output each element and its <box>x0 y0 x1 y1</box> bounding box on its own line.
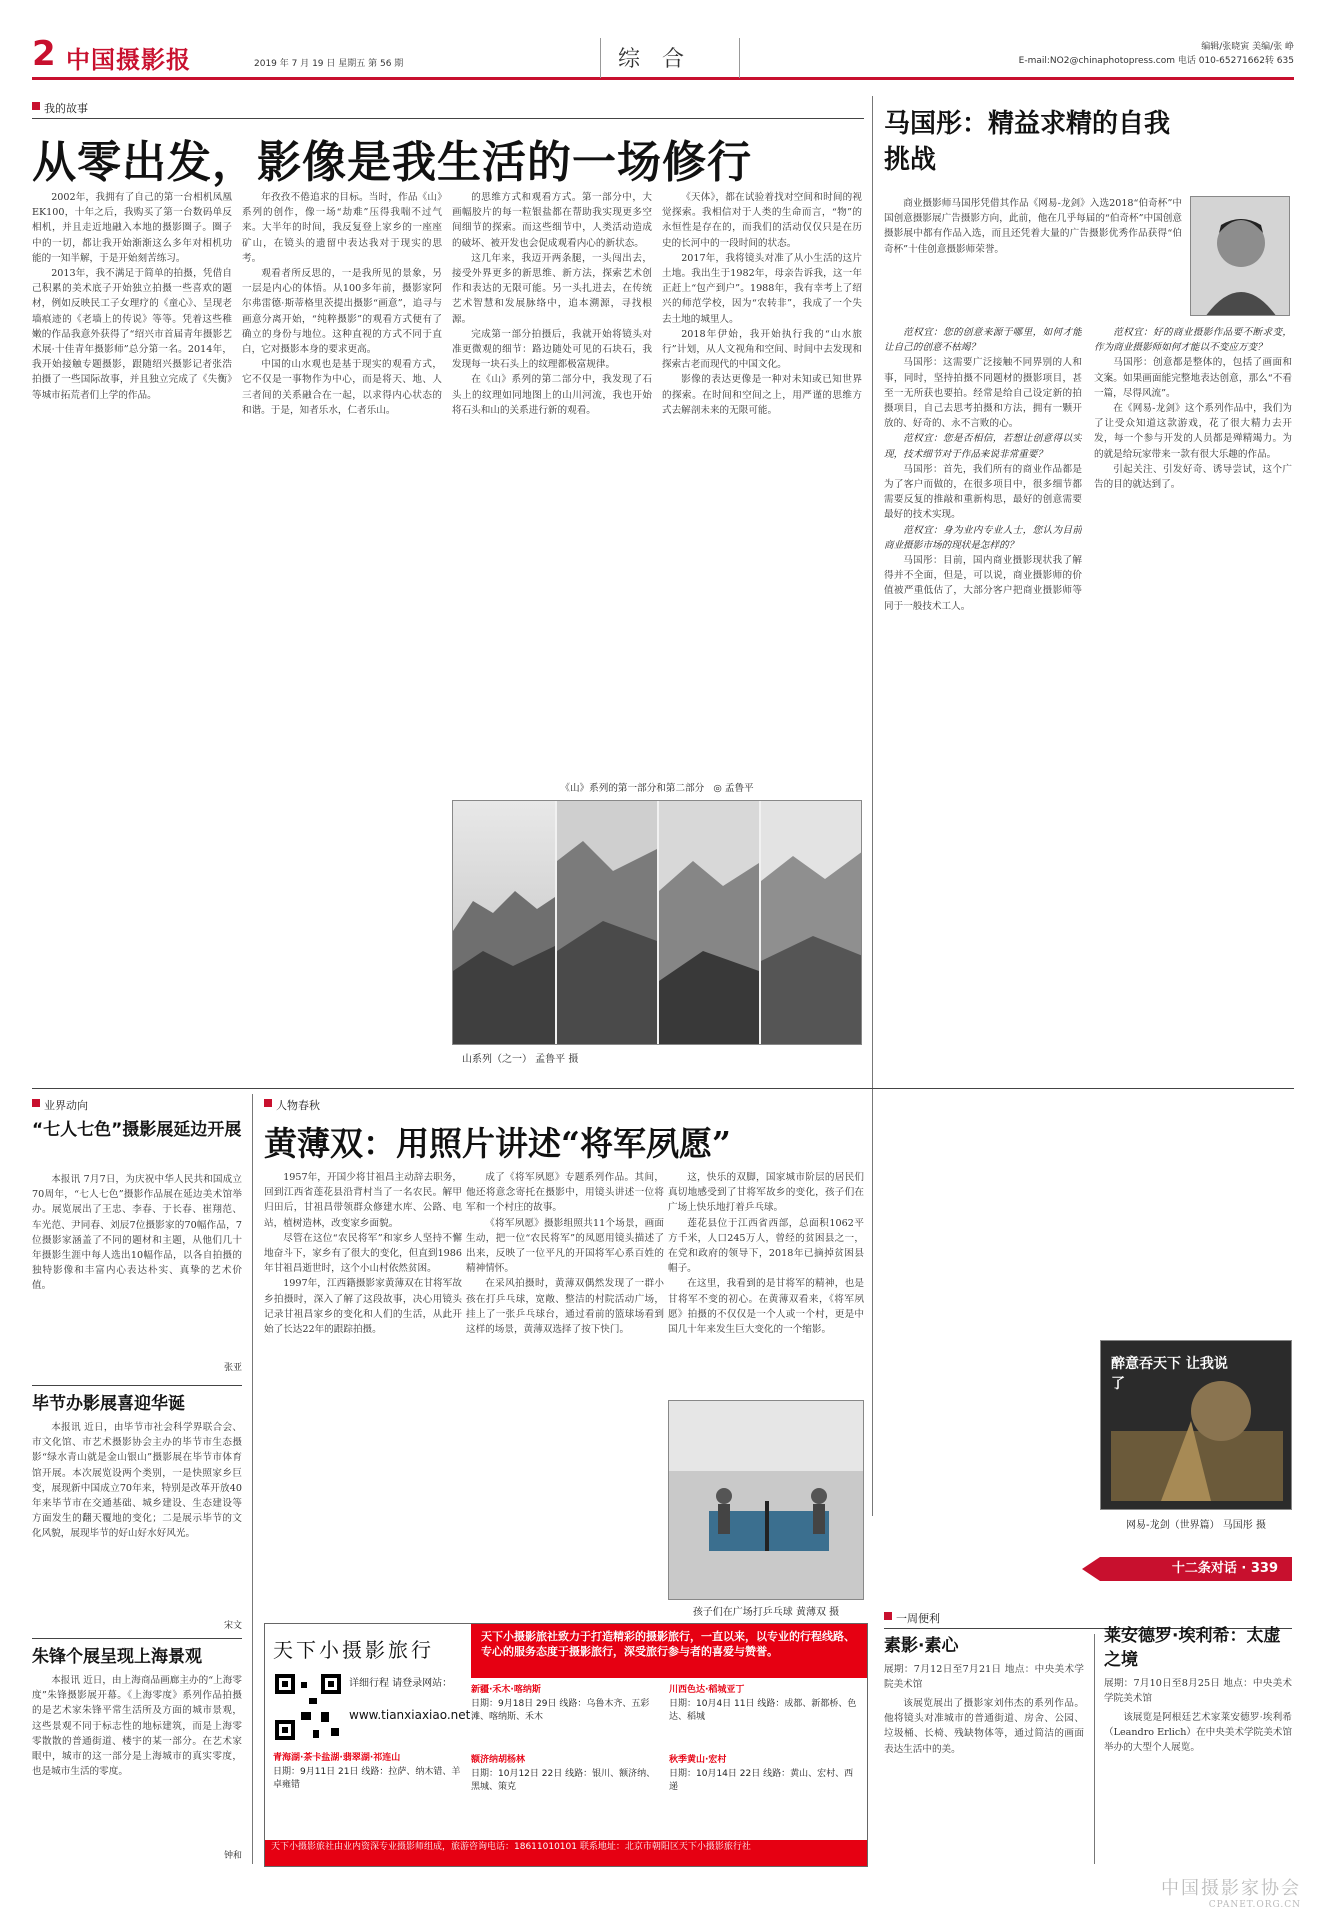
game-poster-photo[interactable] <box>1100 1340 1292 1510</box>
trip-item[interactable] <box>273 1752 463 1793</box>
paragraph: 这，快乐的双脚，国家城市阶层的居民们真切地感受到了甘将军故乡的变化，孩子们在广场上快乐地打着乒乓球。 <box>668 1172 864 1214</box>
paragraph: 2017年，我将镜头对准了从小生活的这片土地。我出生于1982年，母亲告诉我，这一年正赶上“包产到户”。1988年，我有幸考上了绍兴的师范学校，因为“农转非”，我成了一个失去土地的城里人。 <box>662 252 862 325</box>
weekly-meta-2 <box>1104 1676 1292 1708</box>
watermark <box>1161 1874 1301 1910</box>
main-photo-byline: 孟鲁平 <box>724 783 754 794</box>
feature-column-2 <box>466 1170 664 1610</box>
pingpong-photo[interactable] <box>668 1400 864 1600</box>
left-divider <box>252 1094 253 1864</box>
main-column-3 <box>452 190 652 775</box>
trip-title: 青海湖·茶卡盐湖·翡翠湖·祁连山 <box>273 1753 401 1763</box>
portrait-graphic <box>1191 197 1290 316</box>
qr-text: 详细行程 请登录网站： <box>349 1678 453 1689</box>
paragraph: 完成第一部分拍摄后，我就开始将镜头对准更微观的细节：路边随处可见的石块石，我发现每一块石头上的纹理都极富规律。 <box>452 328 652 371</box>
industry-title-3[interactable]: 朱锋个展呈现上海景观 <box>32 1647 202 1667</box>
editor-names: 编辑/张晓寅 美编/张 峥 <box>1201 42 1294 52</box>
ad-url[interactable]: www.tianxiaxiao.net <box>349 1708 471 1722</box>
section-label: 综合 <box>618 47 707 72</box>
paragraph: 《天体》，都在试验着找对空间和时间的视觉探索。我相信对于人类的生命而言，“物”的永恒性是存在的，而我们的活动仅仅只是在历史的长河中的一段时间的状态。 <box>662 192 862 249</box>
main-column-1 <box>32 190 232 980</box>
industry-kicker: 业界动向 <box>32 1097 88 1113</box>
paragraph: 本报讯 近日，由毕节市社会科学界联合会、市文化馆、市艺术摄影协会主办的毕节市生态摄影“绿水青山就是金山银山”摄影展在毕节市体育馆开展。本次展览设两个类别，一是快照家乡巨变，展现新中国成立70年来，特别是改革开放40年来毕节市在交通基础、城乡建设、生态建设等方面发生的翻天覆地的变化；二是展示毕节的文化风貌，展现毕节的好山好水好风光。 <box>32 1422 242 1540</box>
editor-info <box>1019 40 1294 68</box>
paragraph: 莲花县位于江西省西部，总面积1062平方千米，人口245万人，曾经的贫困县之一，在党和政府的领导下，2018年已摘掉贫困县帽子。 <box>668 1217 864 1275</box>
pingpong-caption: 孩子们在广场打乒乓球 黄薄双 摄 <box>692 1607 840 1618</box>
paragraph: 2002年，我拥有了自己的第一台相机凤凰EK100，十年之后，我购买了第一台数码单反相机，并且走近地融入本地的摄影圈子。圈子中的一切，都让我开始渐渐这么多年对相机功能的一知半解，于是开始刻苦练习。 <box>32 192 232 264</box>
ad-footer: 天下小摄影旅社由业内资深专业摄影师组成，旅游咨询电话：18611010101 联系地址：北京市朝阳区天下小摄影旅行社 <box>265 1840 868 1866</box>
main-top-rule <box>32 118 864 119</box>
trip-text: 日期：9月11日 21日 线路：拉萨、纳木错、羊卓雍错 <box>273 1766 461 1790</box>
mid-divider <box>32 1088 1294 1089</box>
paragraph: 2018年伊始，我开始执行我的“山水旅行”计划，从人文视角和空间、时间中去发现和探索古老而现代的中国文化。 <box>662 328 862 371</box>
ad-brand: 天下小摄影旅行 <box>273 1638 434 1662</box>
issue-date: 2019 年 7 月 19 日 星期五 第 56 期 <box>254 59 404 69</box>
trip-text: 日期：10月14日 22日 线路：黄山、宏村、西递 <box>669 1768 854 1792</box>
question: 范权宜：好的商业摄影作品要不断求变，作为商业摄影师如何才能以不变应万变？ <box>1094 327 1292 354</box>
paragraph: 2013年，我不满足于简单的拍摄，凭借自己积累的美术底子开始独立拍摄一些喜欢的题材，例如反映民工子女理疗的《童心》、呈现老墙痕迹的《老墙上的传说》等等。凭着这些稚嫩的作品我意外获得了“绍兴市首届青年摄影艺术展·十佳青年摄影师”总分第一名。2014年，我开始接触专题摄影，跟随绍兴摄影记者张浩拍摄了一些国际故事，并且独立完成了《失衡》等城市拓荒者们上学的作品。 <box>32 268 232 401</box>
paragraph: 该展览是阿根廷艺术家莱安德罗·埃利希（Leandro Erlich）在中央美术学院美术馆举办的大型个人展览。 <box>1104 1712 1292 1754</box>
pingpong-graphic <box>669 1401 864 1600</box>
paragraph: 成了《将军夙愿》专题系列作品。其间，他还将意念寄托在摄影中，用镜头讲述一位将军和一个村庄的故事。 <box>466 1172 664 1214</box>
paragraph: 年孜孜不倦追求的目标。当时，作品《山》系列的创作，像一场“劫难”压得我喘不过气来。大半年的时间，我反复登上家乡的一座座矿山，在镜头的遗留中表达我对于现实的思考。 <box>242 192 442 264</box>
answer: 马国彤：这需要广泛接触不同界别的人和事，同时，坚持拍摄不同题材的摄影项目，甚至一无所获也要拍。经常是给自己设定新的拍摄项目，自己去思考拍摄和方法，拥有一颗开放的、好奇的、永不言败的心。 <box>884 357 1082 430</box>
question: 范权宜：您的创意来源于哪里，如何才能让自己的创意不枯竭？ <box>884 327 1082 354</box>
weekly-text-2 <box>1104 1710 1292 1860</box>
industry-title-2[interactable]: 毕节办影展喜迎华诞 <box>32 1394 185 1414</box>
main-headline[interactable]: 从零出发，影像是我生活的一场修行 <box>32 137 752 188</box>
trip-text: 日期：10月4日 11日 线路：成都、新都桥、色达、稻城 <box>669 1698 857 1722</box>
main-column-4 <box>662 190 862 770</box>
portrait-photo <box>1190 196 1290 316</box>
newspaper-logo[interactable]: 中国摄影报 <box>66 46 191 74</box>
industry-text-1 <box>32 1172 242 1358</box>
trip-item[interactable] <box>471 1684 661 1725</box>
weekly-title-2[interactable]: 莱安德罗·埃利希：太虚之境 <box>1104 1626 1281 1670</box>
paragraph: 1997年，江西籍摄影家黄薄双在甘将军故乡拍摄时，深入了解了这段故事，决心用镜头记录甘祖昌家乡的变化和人们的生活，从此开始了长达22年的跟踪拍摄。 <box>264 1278 462 1336</box>
qr-graphic <box>273 1672 343 1742</box>
industry-title-1[interactable]: “七人七色”摄影展延边开展 <box>32 1120 242 1140</box>
industry-byline-3: 钟和 <box>223 1851 242 1861</box>
column-divider <box>872 96 873 1516</box>
watermark-main: 中国摄影家协会 <box>1161 1878 1301 1899</box>
contact-line: E-mail:NO2@chinaphotopress.com 电话 010-65271662转 635 <box>1018 56 1294 66</box>
ad-banner: 天下小摄影旅社致力于打造精彩的摄影旅行，一直以来，以专业的行程线路、专心的服务态度于摄影旅行，深受旅行参与者的喜爱与赞誉。 <box>471 1624 868 1678</box>
feature-headline[interactable]: 黄薄双：用照片讲述“将军夙愿” <box>264 1124 731 1163</box>
paragraph: 该展览展出了摄影家刘伟杰的系列作品。他将镜头对准城市的普通街道、房舍、公园、垃圾桶、长椅、残缺物体等，通过简洁的画面表达生活中的美。 <box>884 1698 1084 1755</box>
paragraph: 本报讯 7月7日，为庆祝中华人民共和国成立70周年，“七人七色”摄影作品展在延边美术馆举办。展览展出了王忠、李春、于长春、崔翔范、车光范、尹同春、刘辰7位摄影家的70幅作品，7位摄影家涵盖了不同的题材和主题，从他们几十年摄影生涯中每人选出10幅作品，以各自拍摄的独特影像和丰富内心表达朴实、真挚的艺术价值。 <box>32 1174 242 1292</box>
interview-column-2 <box>1094 325 1292 1005</box>
strip-caption: 山系列（之一） 孟鲁平 摄 <box>462 1054 579 1065</box>
trip-title: 川西色达·稻城亚丁 <box>669 1685 745 1695</box>
poster-text: 醉意吞天下 让我说了 <box>1111 1356 1228 1392</box>
answer: 马国彤：创意都是整体的，包括了画面和文案。如果画面能完整地表达创意，那么“不看一篇，尽得风流”。 <box>1094 357 1292 399</box>
paragraph: 在《山》系列的第二部分中，我发现了石头上的纹理如同地图上的山川河流，我也开始将石头和山的关系进行新的观看。 <box>452 374 652 416</box>
paragraph: 商业摄影师马国彤凭借其作品《网易-龙剑》入选2018“伯奇杯”中国创意摄影展广告摄影方向，此前，他在几乎每届的“伯奇杯”中国创意摄影展中都有作品入选，而且还凭着大量的广告摄影优秀作品获得“伯奇杯”十佳创意摄影师荣誉。 <box>884 198 1182 255</box>
rule <box>32 1385 242 1386</box>
qr-code-icon[interactable] <box>273 1672 343 1742</box>
masthead <box>32 34 1294 80</box>
mountain-photo-strip[interactable] <box>452 800 862 1045</box>
meta: 展期：7月12日至7月21日 地点：中央美术学院美术馆 <box>884 1664 1084 1691</box>
trip-item[interactable] <box>669 1754 859 1795</box>
weekly-title-1[interactable]: 素影·素心 <box>884 1636 959 1656</box>
interview-column-1 <box>884 325 1082 1430</box>
paragraph: 引起关注、引发好奇、诱导尝试，这个广告的目的就达到了。 <box>1094 463 1292 491</box>
feature-column-3 <box>668 1170 864 1400</box>
poster-caption: 网易-龙剑（世界篇） 马国彤 摄 <box>1126 1520 1266 1531</box>
feature-kicker: 人物春秋 <box>264 1097 320 1113</box>
meta: 展期：7月10日至8月25日 地点：中央美术学院美术馆 <box>1104 1678 1292 1705</box>
paragraph: 在采风拍摄时，黄薄双偶然发现了一群小孩在打乒乓球，宽敞、整洁的村院活动广场，挂上了一张乒乓球台，通过看前的篮球场看到这样的场景，黄薄双选择了按下快门。 <box>466 1278 664 1336</box>
trip-title: 额济纳胡杨林 <box>471 1755 526 1765</box>
paragraph: 在这里，我看到的是甘将军的精神，也是甘将军不变的初心。在黄薄双看来，《将军夙愿》拍摄的不仅仅是一个人或一个村，更是中国几十年来发生巨大变化的一个缩影。 <box>668 1278 864 1336</box>
travel-ad[interactable] <box>264 1623 868 1867</box>
trip-title: 新疆·禾木·喀纳斯 <box>471 1685 541 1695</box>
photo-credit-icon: ◎ <box>713 783 722 794</box>
industry-text-2 <box>32 1420 242 1616</box>
trip-item[interactable] <box>471 1754 661 1795</box>
interview-intro <box>884 196 1182 321</box>
rule <box>32 1638 242 1639</box>
industry-byline-2: 宋文 <box>223 1621 242 1631</box>
trip-title: 秋季黄山·宏村 <box>669 1755 727 1765</box>
industry-byline-1: 张亚 <box>223 1363 242 1373</box>
paragraph: 《将军夙愿》摄影组照共11个场景，画面生动，把一位“农民将军”的凤愿用镜头描述了出来，反映了一位平凡的开国将军心系百姓的精神情怀。 <box>466 1217 664 1275</box>
watermark-sub: CPANET.ORG.CN <box>1208 1900 1301 1910</box>
main-photo-caption: 《山》系列的第一部分和第二部分 <box>560 783 705 794</box>
answer: 马国彤：首先，我们所有的商业作品都是为了客户而做的，在很多项目中，很多细节都需要反复的推敲和重新构思，最好的创意需要最好的技术实现。 <box>884 463 1082 521</box>
mountain-photo-graphic <box>453 801 862 1045</box>
answer: 马国彤：目前，国内商业摄影现状我了解得并不全面，但是，可以说，商业摄影师的价值被严重低估了，大部分客户把商业摄影师等同于一般技术工人。 <box>884 555 1082 612</box>
paragraph: 1957年，开国少将甘祖昌主动辞去职务，回到江西省莲花县沿背村当了一名农民。解甲归田后，甘祖昌带领群众修建水库、公路、电站，植树造林，改变家乡面貌。 <box>264 1172 462 1229</box>
paragraph: 这几年来，我迈开两条腿，一头闯出去，接受外界更多的新思维、新方法，探索艺术创作和表达的无限可能。另一头扎进去，在传统艺术智慧和发展脉络中，追本溯源，寻找根源。 <box>452 252 652 325</box>
trip-text: 日期：9月18日 29日 线路：乌鲁木齐、五彩滩、喀纳斯、禾木 <box>471 1698 650 1722</box>
page-number: 2 <box>32 34 56 74</box>
paragraph: 的思维方式和观看方式。第一部分中，大画幅胶片的每一粒银盐都在帮助我实现更多空间细节的探索。而这些细节中，人类活动造成的破坏、被开发也会促成观看内心的新状态。 <box>452 192 652 249</box>
paragraph: 中国的山水观也是基于现实的观看方式，它不仅是一事物作为中心，而是将天、地、人三者间的关系融合在一起，以求得内心状态的和谐。于是，知者乐水，仁者乐山。 <box>242 359 442 416</box>
question: 范权宜：身为业内专业人士，您认为目前商业摄影市场的现状是怎样的？ <box>884 524 1082 551</box>
main-kicker: 我的故事 <box>32 100 88 116</box>
feature-column-1 <box>264 1170 462 1610</box>
paragraph: 在《网易-龙剑》这个系列作品中，我们为了让受众知道这款游戏，花了很大精力去开发，每一个参与开发的人员都是殚精竭力。为的就是给玩家带来一款有很大乐趣的作品。 <box>1094 403 1292 460</box>
main-photo-caption-block <box>452 780 862 794</box>
paragraph: 尽管在这位“农民将军”和家乡人坚持不懈地奋斗下，家乡有了很大的变化，但直到1986年甘祖昌逝世时，这个小山村依然贫困。 <box>264 1232 462 1275</box>
main-column-2 <box>242 190 442 980</box>
weekly-kicker: 一周便利 <box>884 1610 940 1626</box>
question: 范权宜：您是否相信，若想让创意得以实现，技术细节对于作品来说非常重要？ <box>884 433 1082 460</box>
trip-item[interactable] <box>669 1684 859 1725</box>
weekly-text-1 <box>884 1696 1084 1866</box>
paragraph: 本报讯 近日，由上海商品画廊主办的“上海零度”朱锋摄影展开幕。《上海零度》系列作品拍摄的是艺术家朱锋平常生活所及方面的城市景观，这些景观不同于标志性的地标建筑，而是上海零零散散的普通街道、楼宇的某一部分。在艺术家眼中，城市的这一部分是上海城市的真实零度，也是城市生活的零度。 <box>32 1675 242 1778</box>
paragraph: 影像的表达更像是一种对未知或已知世界的探索。在时间和空间之上，用严谨的思维方式去解剖未来的无限可能。 <box>662 374 862 416</box>
paragraph: 观看者所反思的，一是我所见的景象，另一层是内心的体悟。从100多年前，摄影家阿尔弗雷德·斯蒂格里茨提出摄影“画意”，追寻与画意分离开始，“纯粹摄影”的观看方式便有了确立的身份与地位。这种直视的方式不同于直白，它对摄影本身的要求更高。 <box>242 268 442 356</box>
series-badge[interactable]: 十二条对话 · 339 <box>1100 1557 1292 1581</box>
industry-text-3 <box>32 1673 242 1845</box>
weekly-divider <box>1094 1634 1095 1864</box>
interview-title[interactable]: 马国彤：精益求精的自我挑战 <box>884 109 1171 175</box>
weekly-meta-1 <box>884 1662 1084 1694</box>
trip-text: 日期：10月12日 22日 线路：银川、额济纳、黑城、策克 <box>471 1768 656 1792</box>
